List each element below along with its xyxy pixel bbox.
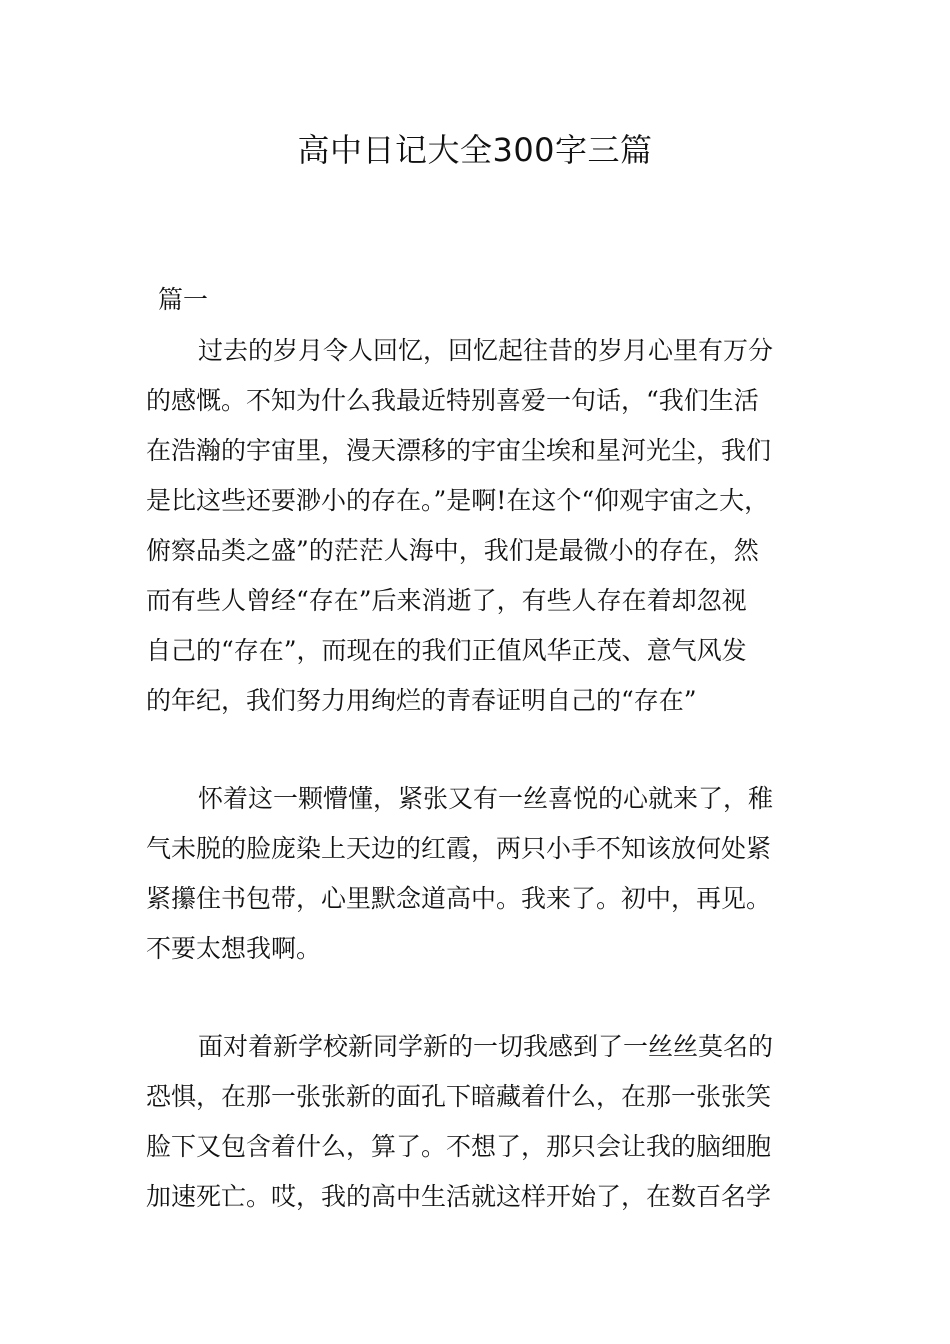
paragraph-line: 是比这些还要渺小的存在。”是啊!在这个“仰观宇宙之大， xyxy=(146,486,770,515)
section-label: 篇一 xyxy=(158,285,209,314)
paragraph-line: 不要太想我啊。 xyxy=(146,934,322,963)
paragraph-line: 自己的“存在”，而现在的我们正值风华正茂、意气风发 xyxy=(146,636,747,665)
paragraph-3 xyxy=(146,1022,806,1222)
paragraph-line: 的年纪，我们努力用绚烂的青春证明自己的“存在” xyxy=(146,686,697,715)
paragraph-line: 紧攥住书包带，心里默念道高中。我来了。初中，再见。 xyxy=(146,884,772,913)
paragraph-line: 怀着这一颗懵懂，紧张又有一丝喜悦的心就来了，稚 xyxy=(198,784,774,813)
paragraph-line: 过去的岁月令人回忆，回忆起往昔的岁月心里有万分 xyxy=(198,336,774,365)
paragraph-line: 恐惧，在那一张张新的面孔下暗藏着什么，在那一张张笑 xyxy=(146,1082,772,1111)
paragraph-line: 在浩瀚的宇宙里，漫天漂移的宇宙尘埃和星河光尘，我们 xyxy=(146,436,772,465)
paragraph-line: 气未脱的脸庞染上天边的红霞，两只小手不知该放何处紧 xyxy=(146,834,772,863)
paragraph-line: 俯察品类之盛”的茫茫人海中，我们是最微小的存在，然 xyxy=(146,536,759,565)
paragraph-1 xyxy=(146,326,806,726)
paragraph-2 xyxy=(146,774,806,974)
paragraph-line: 而有些人曾经“存在”后来消逝了，有些人存在着却忽视 xyxy=(146,586,747,615)
paragraph-line: 加速死亡。哎，我的高中生活就这样开始了，在数百名学 xyxy=(146,1182,772,1211)
paragraph-line: 脸下又包含着什么，算了。不想了，那只会让我的脑细胞 xyxy=(146,1132,772,1161)
document-title: 高中日记大全300字三篇 xyxy=(297,131,653,169)
paragraph-line: 的感慨。不知为什么我最近特别喜爱一句话，“我们生活 xyxy=(146,386,759,415)
paragraph-line: 面对着新学校新同学新的一切我感到了一丝丝莫名的 xyxy=(198,1032,774,1061)
